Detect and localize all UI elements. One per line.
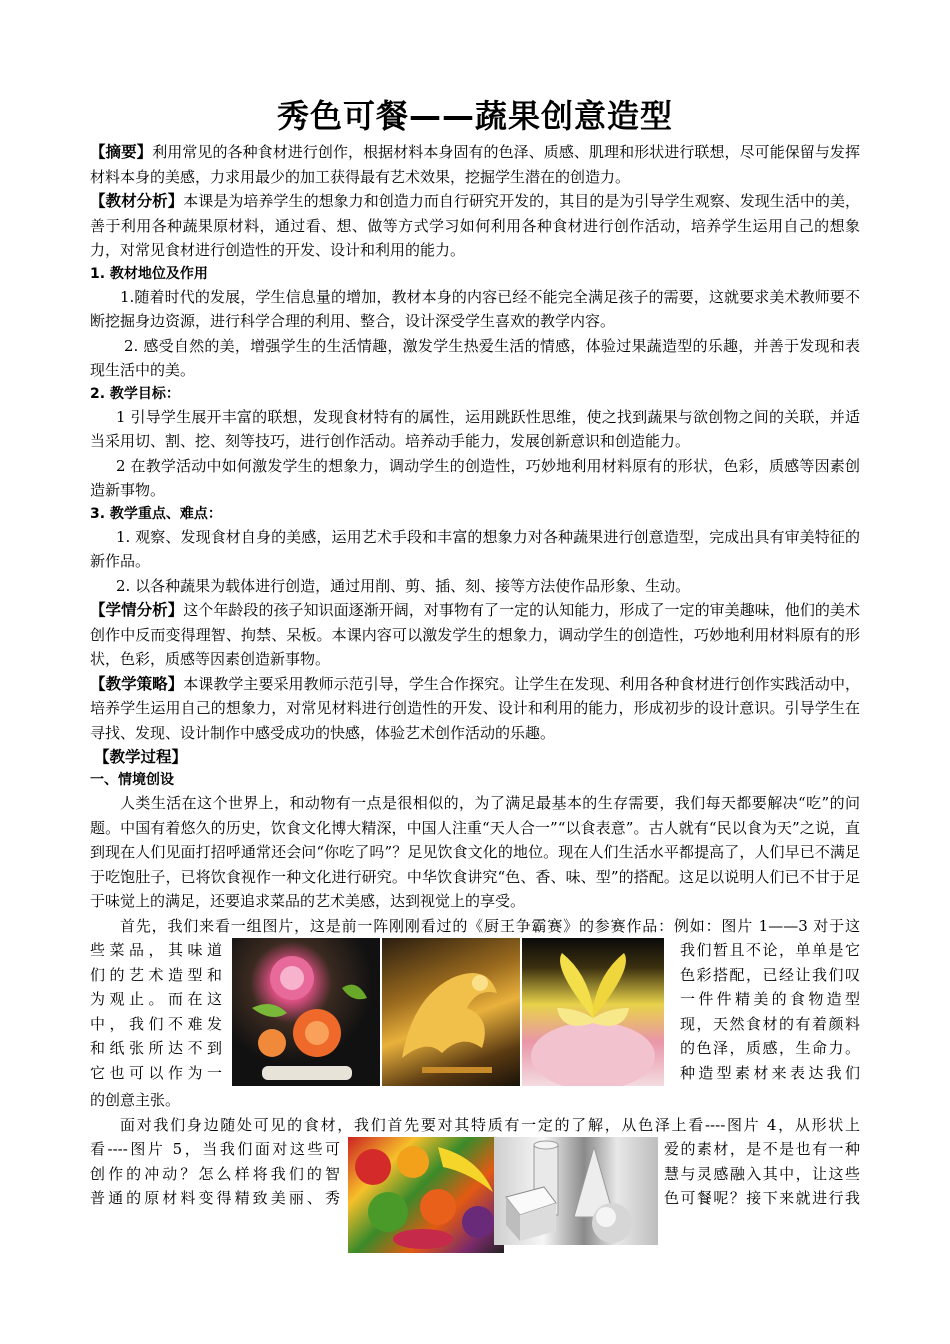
section-heading-1: 1. 教材地位及作用 — [90, 265, 208, 282]
wrap-line: 创作的冲动？怎么样将我们的智 — [90, 1164, 340, 1183]
flower-carving-svg — [232, 938, 380, 1086]
figure-row-1 — [90, 938, 860, 1088]
wrap-line: 色可餐呢？接下来就进行我 — [664, 1189, 860, 1207]
geometric-shapes-image — [494, 1137, 658, 1245]
abstract-paragraph — [90, 140, 860, 189]
wrap-text-left-1 — [90, 938, 222, 1085]
wrap-line: 它也可以作为一 — [90, 1063, 222, 1082]
process-paragraph-3-lead: 面对我们身边随处可见的食材，我们首先要对其特质有一定的了解，从色泽上看----图片 4，从形状上 — [120, 1115, 860, 1134]
wrap-text-right-2 — [664, 1137, 860, 1211]
wrap-line: 们的艺术造型和 — [90, 965, 222, 984]
wrap-line: 和纸张所达不到 — [90, 1039, 222, 1057]
section-heading-2: 2. 教学目标： — [90, 385, 180, 402]
sec3-paragraph-1: 1. 观察、发现食材自身的美感，运用艺术手段和丰富的想象力对各种蔬果进行创意造型，完成出具有审美特征的新作品。 — [90, 527, 860, 570]
wrap-line: 种造型素材来表达我们 — [680, 1063, 860, 1082]
process-heading: 【教学过程】 — [94, 748, 188, 766]
strategy-text: 本课教学主要采用教师示范引导，学生合作探究。让学生在发现、利用各种食材进行创作实践活动中，培养学生运用自己的想象力，对常见材料进行创造性的开发、设计和利用的能力，形成初步的设计意识。引导学生在寻找、发现、设计制作中感受成功的快感，体验艺术创作活动的乐趣。 — [90, 674, 860, 742]
wrap-text-left-2 — [90, 1137, 340, 1211]
wrap-text-right-1 — [680, 938, 860, 1085]
document-title: 秀色可餐——蔬果创意造型 — [276, 97, 673, 135]
learner-paragraph — [90, 598, 860, 672]
sec2-paragraph-1: 1 引导学生展开丰富的联想，发现食材特有的属性，运用跳跃性思维，使之找到蔬果与欲创物之间的关联，并适当采用切、割、挖、刻等技巧，进行创作活动。培养动手能力，发展创新意识和创造能力。 — [90, 407, 860, 450]
geometric-shapes-svg — [494, 1137, 658, 1245]
flower-carving-image — [232, 938, 380, 1086]
material-tag: 【教材分析】 — [90, 192, 184, 210]
process-paragraph-2-lead: 首先，我们来看一组图片，这是前一阵刚刚看过的《厨王争霸赛》的参赛作品：例如：图片 1——3 对于这 — [120, 916, 860, 935]
wrap-line: 我们暂且不论，单单是它 — [680, 941, 860, 959]
abstract-tag: 【摘要】 — [90, 143, 153, 161]
process-subheading: 一、情境创设 — [90, 772, 174, 788]
dragon-carving-image — [382, 938, 520, 1086]
sec2-paragraph-2: 2 在教学活动中如何激发学生的想象力，调动学生的创造性，巧妙地利用材料原有的形状，色彩，质感等因素创造新事物。 — [90, 456, 860, 499]
wrap-line: 为观止。而在这 — [90, 990, 222, 1008]
butterfly-carving-svg — [522, 938, 664, 1086]
material-paragraph — [90, 189, 860, 263]
fruits-vegetables-image — [348, 1137, 504, 1253]
wrap-line: 的色泽，质感，生命力。 — [680, 1039, 860, 1057]
wrap-line: 些菜品，其味道 — [90, 941, 222, 959]
material-text: 本课是为培养学生的想象力和创造力而自行研究开发的，其目的是为引导学生观察、发现生活中的美，善于利用各种蔬果原材料，通过看、想、做等方式学习如何利用各种食材进行创作活动，培养学生运用自己的想象力，对常见食材进行创造性的开发、设计和利用的能力。 — [90, 192, 860, 259]
sec3-paragraph-2: 2. 以各种蔬果为载体进行创造，通过用削、剪、插、刻、接等方法使作品形象、生动。 — [116, 576, 691, 595]
process-paragraph-2-tail: 的创意主张。 — [90, 1091, 181, 1109]
learner-tag: 【学情分析】 — [90, 601, 184, 619]
process-paragraph-1: 人类生活在这个世界上，和动物有一点是很相似的，为了满足最基本的生存需要，我们每天都要解决“吃”的问题。中国有着悠久的历史，饮食文化博大精深，中国人注重“天人合一”“以食表意”。古人就有“民以食为天”之说，直到现在人们见面打招呼通常还会问“你吃了吗”？足见饮食文化的地位。现在人们生活水平都提高了，人们早已不满足于吃饱肚子，已将饮食视作一种文化进行研究。中华饮食讲究“色、香、味、型”的搭配。这足以说明人们已不甘于足于味觉上的满足，还要追求菜品的艺术美感，达到视觉上的享受。 — [90, 794, 860, 910]
section-heading-3: 3. 教学重点、难点： — [90, 505, 222, 522]
wrap-line: 慧与灵感融入其中，让这些 — [664, 1164, 860, 1183]
figure-row-2 — [90, 1137, 860, 1257]
strategy-paragraph — [90, 672, 860, 746]
learner-text: 这个年龄段的孩子知识面逐渐开阔，对事物有了一定的认知能力，形成了一定的审美趣味，他们的美术创作中反而变得理智、拘禁、呆板。本课内容可以激发学生的想象力，调动学生的创造性，巧妙地利用材料原有的形状，色彩，质感等因素创造新事物。 — [90, 601, 860, 668]
sec1-paragraph-1: 1.随着时代的发展，学生信息量的增加，教材本身的内容已经不能完全满足孩子的需要，这就要求美术教师要不断挖掘身边资源，进行科学合理的利用、整合，设计深受学生喜欢的教学内容。 — [90, 287, 860, 330]
document-page — [90, 96, 860, 1257]
wrap-line: 色彩搭配，已经让我们叹 — [680, 965, 860, 984]
sec1-paragraph-2: 2. 感受自然的美，增强学生的生活情趣，激发学生热爱生活的情感，体验过果蔬造型的乐趣，并善于发现和表现生活中的美。 — [90, 336, 860, 379]
abstract-text: 利用常见的各种食材进行创作，根据材料本身固有的色泽、质感、肌理和形状进行联想，尽可能保留与发挥材料本身的美感，力求用最少的加工获得最有艺术效果，挖掘学生潜在的创造力。 — [90, 143, 860, 186]
fruits-vegetables-svg — [348, 1137, 504, 1253]
wrap-line: 中，我们不难发 — [90, 1014, 222, 1033]
butterfly-carving-image — [522, 938, 664, 1086]
wrap-line: 普通的原材料变得精致美丽、秀 — [90, 1189, 340, 1207]
wrap-line: 看----图片 5，当我们面对这些可 — [90, 1140, 340, 1158]
dragon-carving-svg — [382, 938, 520, 1086]
wrap-line: 现，天然食材的有着颜料 — [680, 1014, 860, 1033]
wrap-line: 一件件精美的食物造型 — [680, 990, 860, 1008]
wrap-line: 爱的素材，是不是也有一种 — [664, 1140, 860, 1158]
strategy-tag: 【教学策略】 — [90, 674, 184, 693]
